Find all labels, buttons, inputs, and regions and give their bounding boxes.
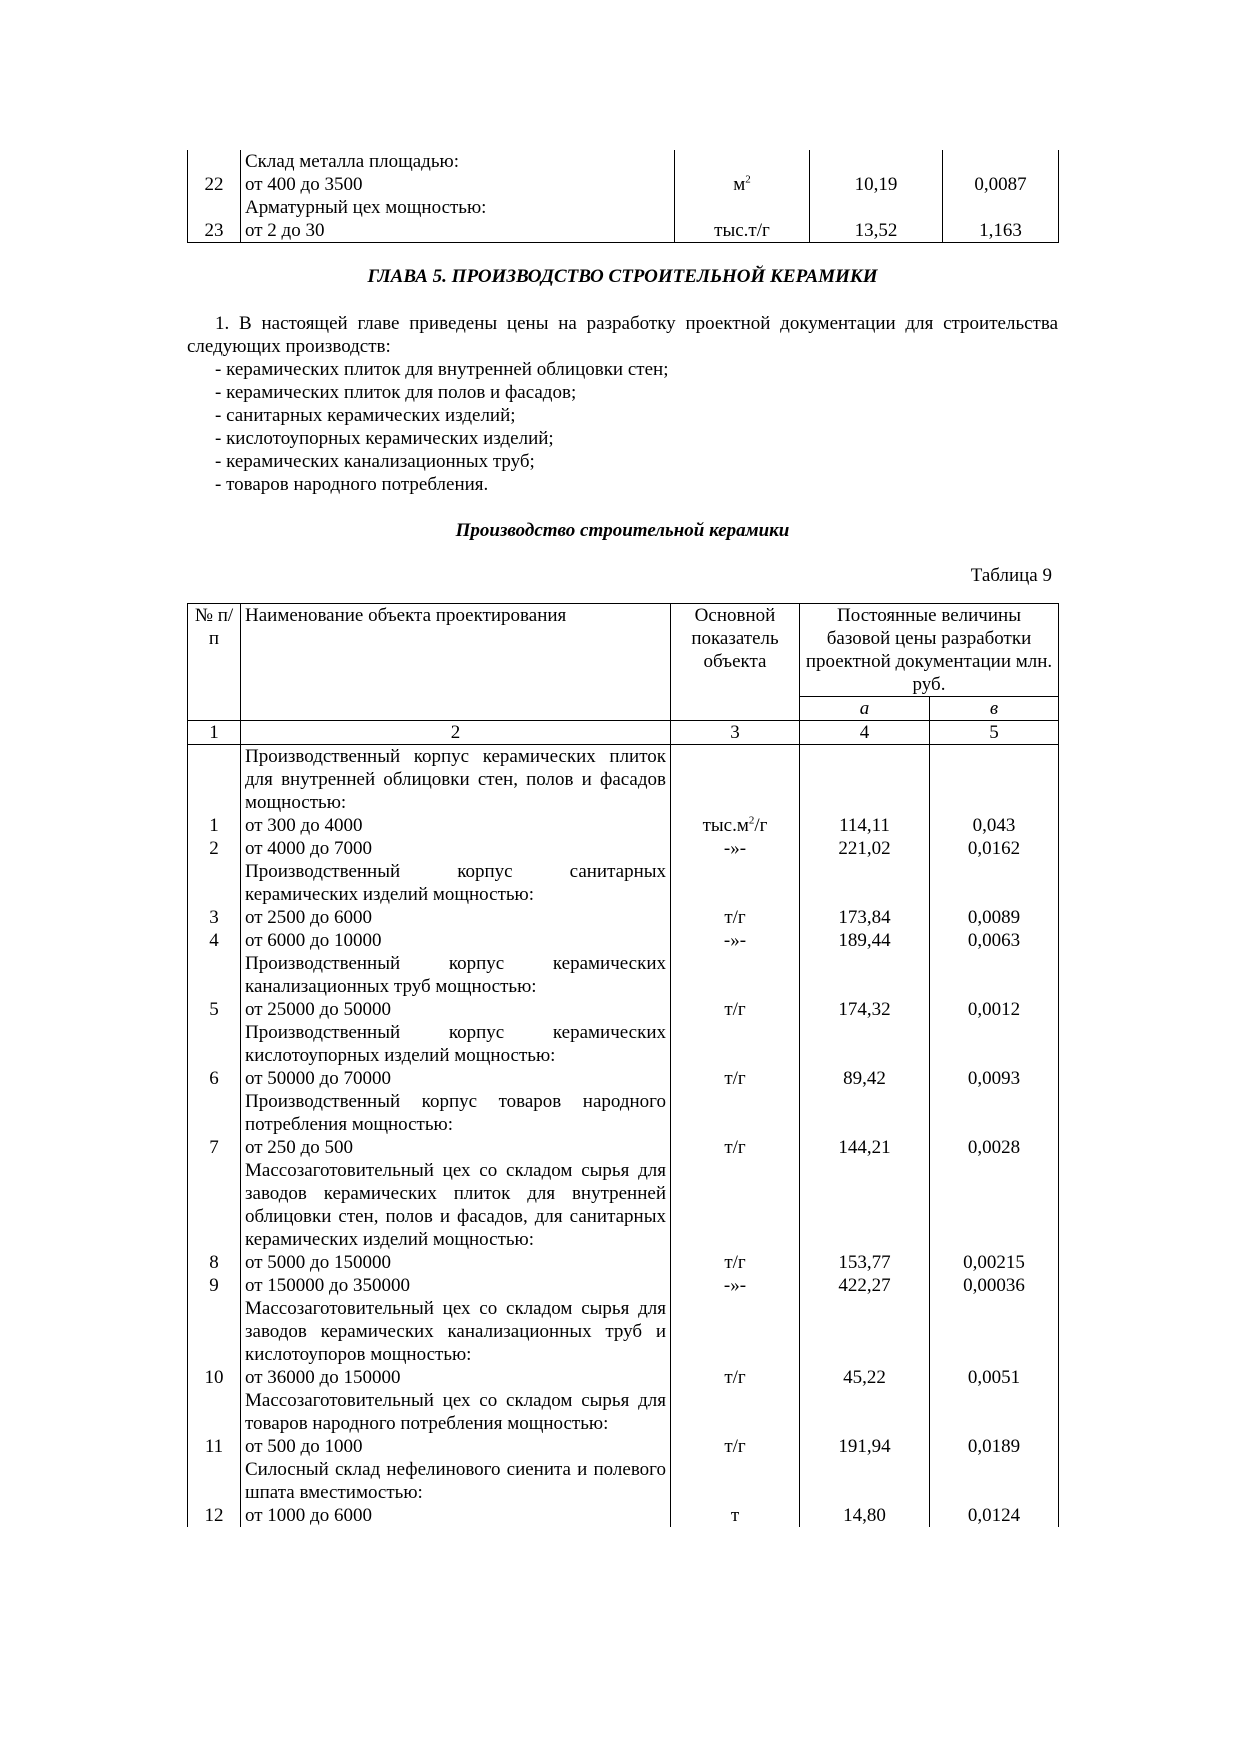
value-b: 0,0089 [930,906,1059,929]
column-number: 4 [800,721,930,745]
row-number: 10 [188,1366,241,1389]
value-b: 0,0087 [943,173,1059,196]
unit-cell: т/г [671,1435,800,1458]
row-number: 7 [188,1136,241,1159]
unit-cell: т/г [671,1366,800,1389]
table-row [188,1274,1059,1297]
unit-cell: т/г [671,998,800,1021]
value-b: 0,0051 [930,1366,1059,1389]
list-item: - керамических канализационных труб; [215,451,535,472]
value-a: 189,44 [800,929,930,952]
value-a: 191,94 [800,1435,930,1458]
unit-cell: $м^2$ [675,173,810,196]
value-b: 0,0162 [930,837,1059,860]
price-table [187,603,1059,1527]
unit-cell: $тыс.м^2/г$ [671,814,800,837]
column-number: 5 [930,721,1059,745]
row-number: 11 [188,1435,241,1458]
continuation-table [187,150,1059,243]
value-a: 174,32 [800,998,930,1021]
table-number: Таблица 9 [970,565,1052,586]
empty-cell [188,1159,241,1251]
header-a: а [800,697,930,721]
unit-cell: т/г [671,906,800,929]
row-number: 9 [188,1274,241,1297]
table-row [188,929,1059,952]
empty-cell [188,860,241,906]
column-number: 3 [671,721,800,745]
table-row [188,998,1059,1021]
empty-cell [930,952,1059,998]
group-title: Силосный склад нефелинового сиенита и полевого шпата вместимостью: [241,1458,671,1504]
group-title: Производственный корпус санитарных керамических изделий мощностью: [241,860,671,906]
group-header-row [188,860,1059,906]
table-row [188,219,1059,243]
unit-cell: -»- [671,837,800,860]
empty-cell [671,1021,800,1067]
list-item: - керамических плиток для внутренней облицовки стен; [215,359,669,380]
value-b [943,150,1059,173]
value-b: 1,163 [943,219,1059,243]
group-header-row [188,1021,1059,1067]
value-a: 14,80 [800,1504,930,1527]
unit-cell: т/г [671,1067,800,1090]
row-number: 1 [188,814,241,837]
group-header-row [188,745,1059,815]
unit-cell: т/г [671,1251,800,1274]
unit-cell: -»- [671,1274,800,1297]
empty-cell [930,1389,1059,1435]
empty-cell [188,1458,241,1504]
value-b: 0,0093 [930,1067,1059,1090]
header-num: № п/п [188,604,241,721]
list-item: - товаров народного потребления. [215,474,489,495]
capacity-range: от 6000 до 10000 [241,929,671,952]
capacity-range: от 5000 до 150000 [241,1251,671,1274]
table-row [188,1504,1059,1527]
group-title: Производственный корпус керамических канализационных труб мощностью: [241,952,671,998]
group-title: Массозаготовительный цех со складом сырья для заводов керамических плиток для внутренней облицовки стен, полов и фасадов, для санитарных керамических изделий мощностью: [241,1159,671,1251]
empty-cell [188,1389,241,1435]
unit-superscript: 2 [745,173,751,186]
empty-cell [800,1021,930,1067]
value-a: 173,84 [800,906,930,929]
object-name: Склад металла площадью: [241,150,675,173]
empty-cell [930,745,1059,815]
capacity-range: от 150000 до 350000 [241,1274,671,1297]
list-item: - кислотоупорных керамических изделий; [215,428,554,449]
capacity-range: от 50000 до 70000 [241,1067,671,1090]
table-row [188,1067,1059,1090]
value-a: 221,02 [800,837,930,860]
value-a: 13,52 [810,219,943,243]
list-item: - керамических плиток для полов и фасадов; [215,382,577,403]
group-title: Массозаготовительный цех со складом сырья для заводов керамических канализационных труб и кислотоупоров мощностью: [241,1297,671,1366]
empty-cell [800,1389,930,1435]
value-a: 114,11 [800,814,930,837]
empty-cell [188,952,241,998]
header-unit: Основной показатель объекта [671,604,800,721]
empty-cell [800,1458,930,1504]
capacity-range: от 500 до 1000 [241,1435,671,1458]
table-row [188,1435,1059,1458]
header-price: Постоянные величины базовой цены разработки проектной документации млн. руб. [800,604,1059,697]
empty-cell [930,1297,1059,1366]
group-header-row [188,1458,1059,1504]
row-number: 8 [188,1251,241,1274]
value-a: 144,21 [800,1136,930,1159]
unit-cell [675,150,810,173]
table-row [188,1251,1059,1274]
object-name: от 400 до 3500 [241,173,675,196]
capacity-range: от 25000 до 50000 [241,998,671,1021]
row-number: 2 [188,837,241,860]
group-header-row [188,1297,1059,1366]
capacity-range: от 300 до 4000 [241,814,671,837]
value-b: 0,0063 [930,929,1059,952]
empty-cell [671,1458,800,1504]
object-name: Арматурный цех мощностью: [241,196,675,219]
table-row [188,814,1059,837]
table-row [188,1366,1059,1389]
value-a [810,150,943,173]
header-name: Наименование объекта проектирования [241,604,671,721]
row-number: 22 [188,173,241,196]
empty-cell [800,1159,930,1251]
document-page [187,150,1058,1527]
column-number: 1 [188,721,241,745]
unit-cell [675,196,810,219]
empty-cell [800,860,930,906]
empty-cell [671,1159,800,1251]
group-title: Производственный корпус товаров народного потребления мощностью: [241,1090,671,1136]
group-header-row [188,1090,1059,1136]
group-title: Производственный корпус керамических плиток для внутренней облицовки стен, полов и фасадов мощностью: [241,745,671,815]
unit-cell: тыс.т/г [675,219,810,243]
value-a: 89,42 [800,1067,930,1090]
value-a: 153,77 [800,1251,930,1274]
row-number: 5 [188,998,241,1021]
row-number: 23 [188,219,241,243]
empty-cell [930,860,1059,906]
empty-cell [930,1458,1059,1504]
capacity-range: от 2500 до 6000 [241,906,671,929]
row-number [188,150,241,173]
empty-cell [930,1021,1059,1067]
header-b: в [930,697,1059,721]
unit-superscript: 2 [748,814,755,827]
value-a: 10,19 [810,173,943,196]
empty-cell [671,952,800,998]
capacity-range: от 36000 до 150000 [241,1366,671,1389]
value-b: 0,0189 [930,1435,1059,1458]
group-header-row [188,952,1059,998]
empty-cell [671,1389,800,1435]
column-number: 2 [241,721,671,745]
table-row [188,906,1059,929]
intro-section [187,312,1058,496]
empty-cell [671,745,800,815]
value-a: 45,22 [800,1366,930,1389]
chapter-title: ГЛАВА 5. ПРОИЗВОДСТВО СТРОИТЕЛЬНОЙ КЕРАМИКИ [367,266,878,287]
empty-cell [671,1090,800,1136]
object-name: от 2 до 30 [241,219,675,243]
group-header-row [188,1389,1059,1435]
empty-cell [930,1090,1059,1136]
table-row [188,150,1059,173]
group-title: Производственный корпус керамических кислотоупорных изделий мощностью: [241,1021,671,1067]
value-b: 0,0028 [930,1136,1059,1159]
row-number [188,196,241,219]
empty-cell [800,1090,930,1136]
production-list [187,358,1058,496]
table-row [188,173,1059,196]
unit-cell: т/г [671,1136,800,1159]
value-b: 0,00036 [930,1274,1059,1297]
row-number: 12 [188,1504,241,1527]
empty-cell [671,860,800,906]
capacity-range: от 1000 до 6000 [241,1504,671,1527]
empty-cell [188,1297,241,1366]
empty-cell [800,952,930,998]
table-subtitle: Производство строительной керамики [455,520,790,541]
value-b: 0,043 [930,814,1059,837]
empty-cell [188,1021,241,1067]
table-row [188,837,1059,860]
capacity-range: от 250 до 500 [241,1136,671,1159]
table-row [188,1136,1059,1159]
row-number: 3 [188,906,241,929]
empty-cell [800,1297,930,1366]
row-number: 4 [188,929,241,952]
value-b [943,196,1059,219]
empty-cell [188,1090,241,1136]
unit-cell: -»- [671,929,800,952]
capacity-range: от 4000 до 7000 [241,837,671,860]
value-b: 0,0124 [930,1504,1059,1527]
group-title: Массозаготовительный цех со складом сырья для товаров народного потребления мощностью: [241,1389,671,1435]
intro-paragraph: 1. В настоящей главе приведены цены на разработку проектной документации для строительства следующих производств: [187,313,1058,357]
empty-cell [188,745,241,815]
table-row [188,196,1059,219]
empty-cell [671,1297,800,1366]
list-item: - санитарных керамических изделий; [215,405,516,426]
row-number: 6 [188,1067,241,1090]
value-b: 0,00215 [930,1251,1059,1274]
empty-cell [930,1159,1059,1251]
value-b: 0,0012 [930,998,1059,1021]
group-header-row [188,1159,1059,1251]
empty-cell [800,745,930,815]
value-a [810,196,943,219]
value-a: 422,27 [800,1274,930,1297]
unit-cell: т [671,1504,800,1527]
